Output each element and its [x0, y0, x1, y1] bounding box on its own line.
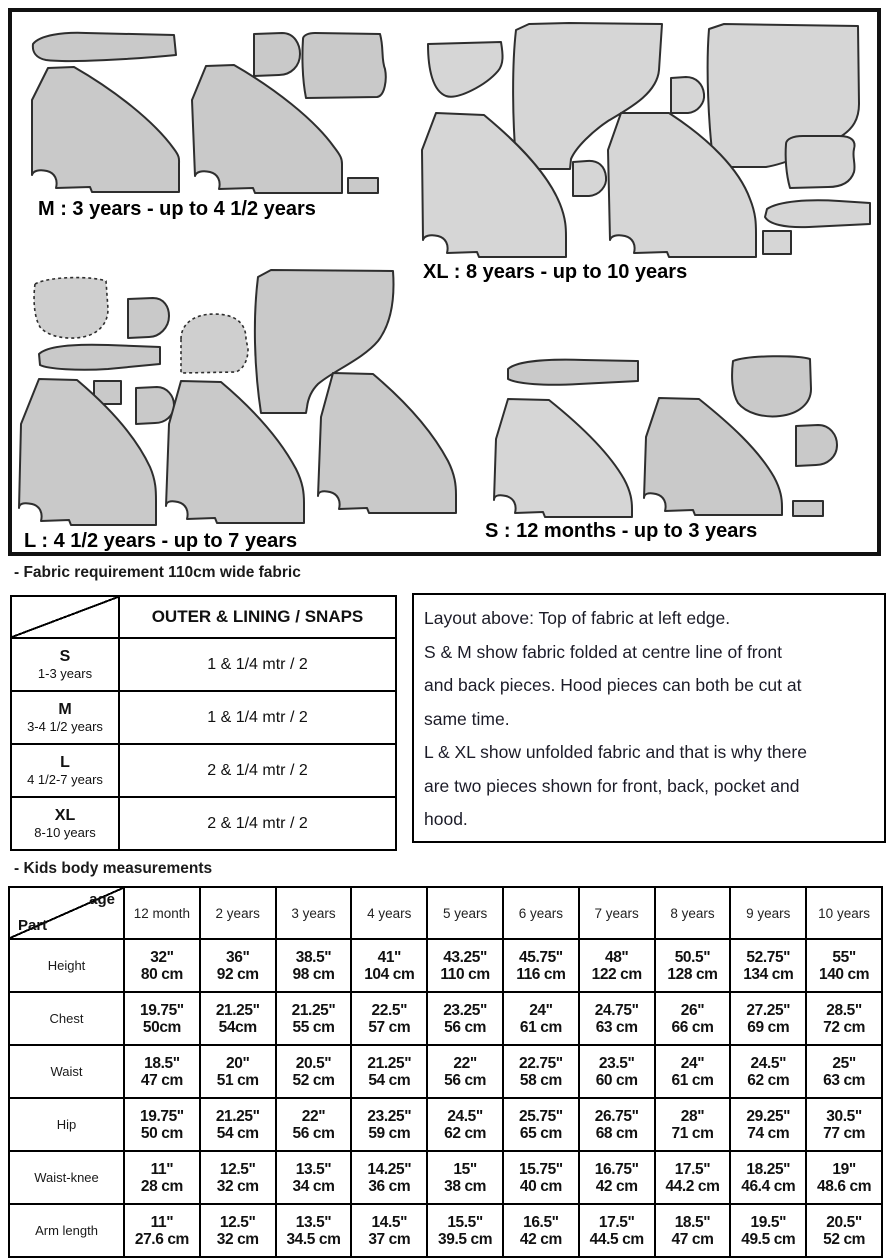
- fabric-size-cell: [11, 638, 119, 691]
- note-line: hood.: [424, 809, 468, 829]
- measurement-cell: [200, 939, 276, 992]
- size-label: XL: [54, 807, 76, 824]
- fabric-section-title: - Fabric requirement 110cm wide fabric: [14, 564, 301, 581]
- cm-value: 134 cm: [743, 965, 794, 983]
- cm-value: 56 cm: [444, 1071, 487, 1089]
- inches-value: 22.75": [519, 1054, 563, 1072]
- inches-value: 45.75": [519, 948, 563, 966]
- cm-value: 27.6 cm: [134, 1230, 189, 1248]
- measurement-cell: [503, 1204, 579, 1257]
- fabric-value-cell: 1 & 1/4 mtr / 2: [119, 691, 396, 744]
- note-line: L & XL show unfolded fabric and that is why there: [424, 742, 807, 762]
- measurement-cell: [579, 939, 655, 992]
- cm-value: 32 cm: [216, 1230, 259, 1248]
- inches-value: 27.25": [746, 1001, 791, 1019]
- measurement-cell: [427, 939, 503, 992]
- cm-value: 56 cm: [292, 1124, 335, 1142]
- inches-value: 13.5": [295, 1160, 332, 1178]
- part-cell: Arm length: [9, 1204, 124, 1257]
- measurement-cell: [351, 1151, 427, 1204]
- cm-value: 52 cm: [823, 1230, 866, 1248]
- cm-value: 61 cm: [519, 1018, 562, 1036]
- measurement-cell: [503, 1151, 579, 1204]
- measurement-cell: [200, 1151, 276, 1204]
- cm-value: 60 cm: [595, 1071, 638, 1089]
- measurement-cell: [124, 1151, 200, 1204]
- pattern-piece-hood-1: [128, 298, 169, 338]
- cm-value: 128 cm: [667, 965, 718, 983]
- inches-value: 20.5": [826, 1213, 862, 1231]
- cm-value: 34 cm: [292, 1177, 335, 1195]
- cm-value: 42 cm: [519, 1230, 562, 1248]
- fabric-size-cell: [11, 744, 119, 797]
- cm-value: 110 cm: [440, 965, 490, 983]
- age-column-header: 5 years: [427, 887, 503, 939]
- measurement-cell: [579, 992, 655, 1045]
- measure-corner-cell: [9, 887, 124, 939]
- note-line: and back pieces. Hood pieces can both be cut at: [424, 675, 802, 695]
- note-line: S & M show fabric folded at centre line of front: [424, 641, 782, 662]
- inches-value: 11": [150, 1213, 174, 1231]
- inches-value: 12.5": [219, 1160, 256, 1178]
- part-cell: Waist: [9, 1045, 124, 1098]
- part-cell: Hip: [9, 1098, 124, 1151]
- cm-value: 69 cm: [747, 1018, 790, 1036]
- fabric-corner-cell: [11, 596, 119, 638]
- pattern-piece-strip: [39, 345, 160, 370]
- pattern-piece-hood-back: [302, 33, 385, 98]
- inches-value: 24.5": [447, 1107, 483, 1125]
- measurement-cell: [124, 1098, 200, 1151]
- cm-value: 62 cm: [747, 1071, 790, 1089]
- layout-note: [412, 593, 886, 843]
- inches-value: 26.75": [594, 1107, 639, 1125]
- pattern-piece-hood-dashed-2: [181, 314, 248, 373]
- measurement-cell: [124, 1204, 200, 1257]
- measurement-cell: [124, 1045, 200, 1098]
- fabric-table-row: [11, 797, 396, 850]
- cm-value: 55 cm: [292, 1018, 335, 1036]
- pattern-piece-strip: [765, 200, 870, 227]
- inches-value: 32": [150, 948, 174, 966]
- layout-label-l: L : 4 1/2 years - up to 7 years: [24, 530, 298, 552]
- size-label: L: [60, 754, 70, 771]
- measurement-cell: [730, 1204, 806, 1257]
- inches-value: 52.75": [746, 948, 791, 966]
- inches-value: 24": [529, 1001, 553, 1019]
- inches-value: 18.5": [674, 1213, 711, 1231]
- age-column-header: 12 month: [124, 887, 200, 939]
- cm-value: 74 cm: [747, 1124, 790, 1142]
- inches-value: 25.75": [519, 1107, 563, 1125]
- inches-value: 14.5": [371, 1213, 408, 1231]
- measurement-cell: [200, 1098, 276, 1151]
- note-line: Layout above: Top of fabric at left edge.: [424, 608, 731, 628]
- cm-value: 50 cm: [140, 1124, 183, 1142]
- measurement-cell: [200, 1204, 276, 1257]
- inches-value: 17.5": [674, 1160, 711, 1178]
- pattern-piece-hood: [796, 425, 837, 466]
- inches-value: 24": [680, 1054, 705, 1072]
- measurement-cell: [503, 1098, 579, 1151]
- cm-value: 42 cm: [595, 1177, 638, 1195]
- measurement-cell: [351, 1045, 427, 1098]
- cm-value: 57 cm: [368, 1018, 411, 1036]
- measurement-cell: [806, 939, 882, 992]
- pattern-layout-l: [19, 270, 456, 525]
- measurement-cell: [655, 939, 731, 992]
- inches-value: 48": [604, 948, 629, 966]
- inches-value: 14.25": [367, 1160, 412, 1178]
- cm-value: 40 cm: [519, 1177, 562, 1195]
- cm-value: 52 cm: [292, 1071, 335, 1089]
- inches-value: 13.5": [295, 1213, 332, 1231]
- cm-value: 116 cm: [516, 965, 566, 983]
- cm-value: 63 cm: [823, 1071, 866, 1089]
- inches-value: 15": [453, 1160, 477, 1178]
- measurement-cell: [730, 939, 806, 992]
- cm-value: 32 cm: [216, 1177, 259, 1195]
- inches-value: 17.5": [598, 1213, 635, 1231]
- inches-value: 28.5": [826, 1001, 862, 1019]
- cm-value: 59 cm: [368, 1124, 411, 1142]
- measurement-cell: [579, 1098, 655, 1151]
- inches-value: 23.25": [367, 1107, 412, 1125]
- note-line: same time.: [424, 708, 510, 729]
- inches-value: 22": [453, 1054, 477, 1072]
- age-range-label: 8-10 years: [34, 825, 96, 840]
- measurements-section-title: - Kids body measurements: [14, 860, 213, 877]
- cm-value: 71 cm: [671, 1124, 714, 1142]
- inches-value: 15.5": [447, 1213, 483, 1231]
- cm-value: 51 cm: [216, 1071, 259, 1089]
- inches-value: 18.25": [746, 1160, 791, 1178]
- inches-value: 19": [832, 1160, 856, 1178]
- measurement-cell: [427, 1098, 503, 1151]
- pattern-piece-front: [32, 67, 179, 192]
- measurement-cell: [655, 992, 731, 1045]
- measure-row: [9, 1098, 882, 1151]
- pattern-piece-front-3: [318, 373, 456, 513]
- cm-value: 34.5 cm: [286, 1230, 341, 1248]
- cm-value: 98 cm: [292, 965, 335, 983]
- cm-value: 56 cm: [444, 1018, 487, 1036]
- pattern-piece-hood-dashed-1: [34, 278, 108, 339]
- part-cell: Chest: [9, 992, 124, 1045]
- cm-value: 61 cm: [671, 1071, 714, 1089]
- measure-row: [9, 1045, 882, 1098]
- measurement-cell: [427, 1151, 503, 1204]
- measure-header-row: [9, 887, 882, 939]
- layout-label-m: M : 3 years - up to 4 1/2 years: [38, 198, 316, 220]
- age-column-header: 9 years: [730, 887, 806, 939]
- measurement-cell: [806, 1098, 882, 1151]
- inches-value: 41": [377, 948, 401, 966]
- cm-value: 72 cm: [823, 1018, 866, 1036]
- fabric-table-row: [11, 638, 396, 691]
- fabric-table-row: [11, 691, 396, 744]
- measurement-cell: [276, 939, 352, 992]
- age-column-header: 4 years: [351, 887, 427, 939]
- fabric-value-cell: 1 & 1/4 mtr / 2: [119, 638, 396, 691]
- inches-value: 43.25": [443, 948, 487, 966]
- cm-value: 77 cm: [823, 1124, 866, 1142]
- pattern-piece-hood: [254, 33, 300, 76]
- inches-value: 28": [680, 1107, 705, 1125]
- cm-value: 58 cm: [519, 1071, 562, 1089]
- inches-value: 21.25": [215, 1001, 260, 1019]
- cm-value: 80 cm: [140, 965, 183, 983]
- layout-label-xl: XL : 8 years - up to 10 years: [423, 261, 688, 283]
- inches-value: 19.5": [750, 1213, 787, 1231]
- measurement-cell: [579, 1045, 655, 1098]
- inches-value: 25": [832, 1054, 856, 1072]
- fabric-value-cell: 2 & 1/4 mtr / 2: [119, 744, 396, 797]
- pattern-layout-m: [32, 33, 386, 193]
- age-column-header: 8 years: [655, 887, 731, 939]
- measurement-cell: [655, 1098, 731, 1151]
- measurement-cell: [503, 939, 579, 992]
- inches-value: 16.75": [594, 1160, 639, 1178]
- measurement-cell: [806, 1045, 882, 1098]
- inches-value: 22.5": [371, 1001, 408, 1019]
- inches-value: 23.25": [443, 1001, 487, 1019]
- cm-value: 50cm: [142, 1018, 181, 1036]
- size-label: S: [59, 648, 71, 665]
- inches-value: 20.5": [295, 1054, 332, 1072]
- inches-value: 22": [301, 1107, 326, 1125]
- cm-value: 68 cm: [595, 1124, 638, 1142]
- fabric-table-row: [11, 744, 396, 797]
- cm-value: 47 cm: [671, 1230, 714, 1248]
- cm-value: 44.5 cm: [589, 1230, 644, 1248]
- inches-value: 29.25": [746, 1107, 791, 1125]
- measurement-cell: [427, 1204, 503, 1257]
- inches-value: 38.5": [295, 948, 332, 966]
- inches-value: 26": [680, 1001, 705, 1019]
- measure-row: [9, 939, 882, 992]
- cm-value: 44.2 cm: [665, 1177, 720, 1195]
- corner-age-label: age: [89, 891, 115, 908]
- cm-value: 54 cm: [216, 1124, 259, 1142]
- measurement-cell: [276, 1204, 352, 1257]
- measurement-cell: [276, 1045, 352, 1098]
- age-range-label: 3-4 1/2 years: [27, 719, 103, 734]
- measurement-cell: [806, 992, 882, 1045]
- fabric-table-body: [11, 638, 396, 850]
- pattern-layout-s: [494, 356, 837, 517]
- cm-value: 63 cm: [595, 1018, 638, 1036]
- cm-value: 38 cm: [444, 1177, 487, 1195]
- inches-value: 36": [226, 948, 250, 966]
- measurement-cell: [655, 1204, 731, 1257]
- pattern-piece-hood-back: [428, 42, 503, 97]
- cm-value: 122 cm: [591, 965, 642, 983]
- age-column-header: 10 years: [806, 887, 882, 939]
- measurement-cell: [200, 992, 276, 1045]
- pattern-piece-strip: [33, 33, 176, 61]
- cm-value: 46.4 cm: [741, 1177, 796, 1195]
- measurement-cell: [124, 939, 200, 992]
- pattern-piece-hood-1: [671, 77, 704, 113]
- measurement-cell: [730, 1151, 806, 1204]
- age-range-label: 1-3 years: [37, 666, 93, 681]
- measurement-cell: [276, 992, 352, 1045]
- cm-value: 92 cm: [216, 965, 259, 983]
- pattern-piece-hood-2: [573, 161, 606, 196]
- measurement-cell: [503, 1045, 579, 1098]
- inches-value: 20": [226, 1054, 250, 1072]
- fabric-size-cell: [11, 797, 119, 850]
- inches-value: 23.5": [598, 1054, 635, 1072]
- measurement-cell: [427, 992, 503, 1045]
- cm-value: 48.6 cm: [817, 1177, 872, 1195]
- fabric-value-cell: 2 & 1/4 mtr / 2: [119, 797, 396, 850]
- cm-value: 37 cm: [368, 1230, 411, 1248]
- measurement-cell: [730, 1045, 806, 1098]
- inches-value: 11": [150, 1160, 174, 1178]
- cm-value: 66 cm: [671, 1018, 714, 1036]
- measure-row: [9, 1151, 882, 1204]
- pattern-piece-pocket: [793, 501, 823, 516]
- inches-value: 21.25": [215, 1107, 260, 1125]
- layout-label-s: S : 12 months - up to 3 years: [485, 520, 758, 542]
- cm-value: 54 cm: [368, 1071, 411, 1089]
- measurements-table: [8, 886, 883, 1258]
- corner-part-label: Part: [18, 917, 48, 934]
- fabric-size-cell: [11, 691, 119, 744]
- measurement-cell: [730, 1098, 806, 1151]
- fabric-table-header-row: [11, 596, 396, 638]
- age-column-header: 2 years: [200, 887, 276, 939]
- pattern-piece-strip: [508, 360, 638, 385]
- measurement-cell: [351, 992, 427, 1045]
- measurement-cell: [655, 1151, 731, 1204]
- cm-value: 54cm: [218, 1018, 257, 1036]
- part-cell: Height: [9, 939, 124, 992]
- pattern-piece-pocket: [348, 178, 378, 193]
- inches-value: 21.25": [291, 1001, 336, 1019]
- measurement-cell: [503, 992, 579, 1045]
- measurement-cell: [351, 1098, 427, 1151]
- cm-value: 104 cm: [364, 965, 415, 983]
- measurement-cell: [730, 992, 806, 1045]
- age-column-header: 3 years: [276, 887, 352, 939]
- measurement-cell: [124, 992, 200, 1045]
- pattern-piece-pocket-flap: [786, 136, 855, 188]
- inches-value: 24.5": [750, 1054, 787, 1072]
- measurement-cell: [579, 1151, 655, 1204]
- measurement-cell: [579, 1204, 655, 1257]
- measurement-cell: [200, 1045, 276, 1098]
- pattern-layout-box: [8, 8, 881, 556]
- part-cell: Waist-knee: [9, 1151, 124, 1204]
- inches-value: 30.5": [826, 1107, 862, 1125]
- age-column-header: 6 years: [503, 887, 579, 939]
- measure-row: [9, 1204, 882, 1257]
- inches-value: 15.75": [519, 1160, 563, 1178]
- pattern-piece-hood-back: [732, 356, 811, 416]
- inches-value: 12.5": [219, 1213, 256, 1231]
- inches-value: 19.75": [140, 1107, 184, 1125]
- cm-value: 65 cm: [519, 1124, 562, 1142]
- size-label: M: [58, 701, 72, 718]
- inches-value: 21.25": [367, 1054, 412, 1072]
- pattern-piece-hood-2: [136, 387, 174, 424]
- cm-value: 49.5 cm: [741, 1230, 796, 1248]
- measurement-cell: [806, 1204, 882, 1257]
- inches-value: 50.5": [674, 948, 711, 966]
- note-line: are two pieces shown for front, back, pocket and: [424, 775, 800, 796]
- fabric-header-cell: OUTER & LINING / SNAPS: [119, 596, 396, 638]
- measure-table-body: [9, 939, 882, 1257]
- inches-value: 16.5": [523, 1213, 559, 1231]
- measurement-cell: [655, 1045, 731, 1098]
- measurement-cell: [427, 1045, 503, 1098]
- pattern-piece-pocket: [763, 231, 791, 254]
- inches-value: 19.75": [140, 1001, 184, 1019]
- cm-value: 39.5 cm: [438, 1230, 493, 1248]
- measurement-cell: [806, 1151, 882, 1204]
- cm-value: 47 cm: [140, 1071, 183, 1089]
- measurement-cell: [351, 1204, 427, 1257]
- measurement-cell: [351, 939, 427, 992]
- inches-value: 24.75": [594, 1001, 639, 1019]
- measure-row: [9, 992, 882, 1045]
- cm-value: 140 cm: [818, 965, 870, 983]
- measurement-cell: [276, 1098, 352, 1151]
- pattern-piece-front: [494, 399, 632, 517]
- inches-value: 18.5": [144, 1054, 180, 1072]
- pattern-layout-xl: [422, 23, 870, 257]
- cm-value: 28 cm: [140, 1177, 183, 1195]
- age-column-header: 7 years: [579, 887, 655, 939]
- inches-value: 55": [832, 948, 856, 966]
- age-range-label: 4 1/2-7 years: [27, 772, 103, 787]
- fabric-requirement-table: [10, 595, 397, 851]
- measurement-cell: [276, 1151, 352, 1204]
- cm-value: 36 cm: [368, 1177, 411, 1195]
- cm-value: 62 cm: [444, 1124, 487, 1142]
